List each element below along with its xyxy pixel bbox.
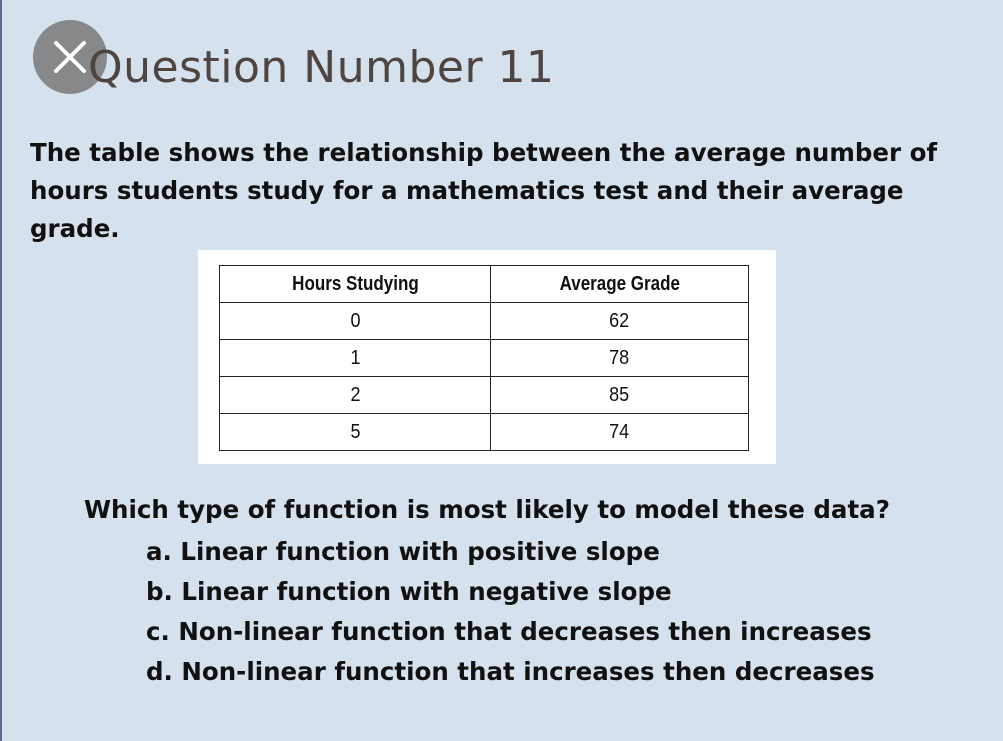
header-hours-studying: Hours Studying (220, 266, 491, 303)
intro-line-2: hours students study for a mathematics test and their average grade. (30, 176, 904, 243)
table-row (220, 414, 749, 451)
option-a[interactable]: a. Linear function with positive slope (146, 537, 660, 566)
cell-hours: 2 (220, 377, 491, 414)
close-icon (48, 35, 92, 79)
intro-text (30, 134, 995, 248)
table-header-row (220, 266, 749, 303)
answer-options (146, 534, 875, 694)
table-card (198, 250, 776, 464)
option-b[interactable]: b. Linear function with negative slope (146, 577, 672, 606)
page-title: Question Number 11 (88, 42, 555, 93)
option-c[interactable]: c. Non-linear function that decreases then increases (146, 617, 872, 646)
cell-hours: 1 (220, 340, 491, 377)
question-text: Which type of function is most likely to model these data? (84, 495, 890, 524)
header-average-grade: Average Grade (491, 266, 749, 303)
left-edge-divider (0, 0, 2, 741)
option-d[interactable]: d. Non-linear function that increases then decreases (146, 657, 875, 686)
table-row (220, 303, 749, 340)
table-row (220, 377, 749, 414)
cell-hours: 5 (220, 414, 491, 451)
cell-grade: 74 (491, 414, 749, 451)
intro-line-1: The table shows the relationship between the average number of (30, 138, 938, 167)
cell-grade: 62 (491, 303, 749, 340)
cell-grade: 85 (491, 377, 749, 414)
table-row (220, 340, 749, 377)
data-table (219, 265, 749, 451)
cell-hours: 0 (220, 303, 491, 340)
cell-grade: 78 (491, 340, 749, 377)
